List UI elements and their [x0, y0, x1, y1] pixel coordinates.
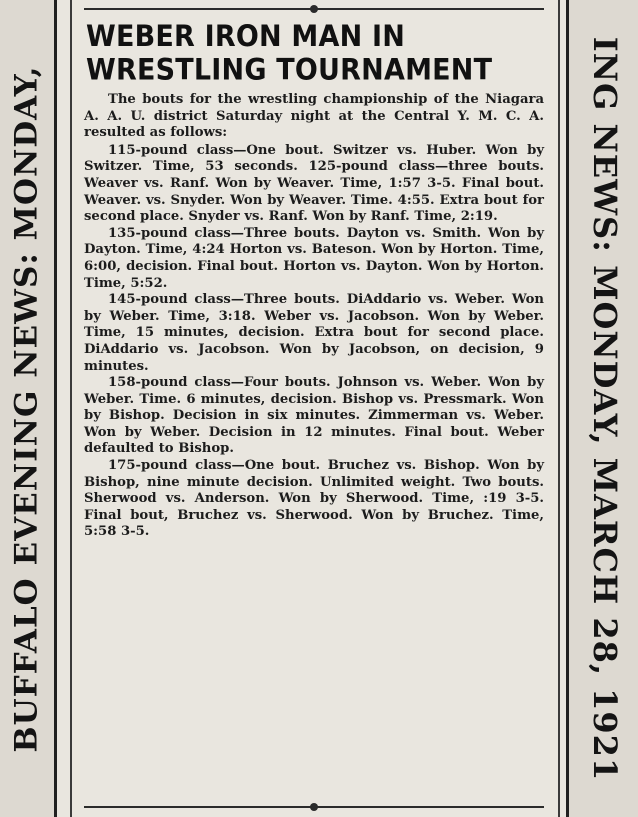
column-rule-right [558, 0, 560, 817]
right-dateline-text: ING NEWS: MONDAY, MARCH 28, 1921 [586, 36, 625, 781]
top-rule [84, 8, 544, 10]
paragraph-intro: The bouts for the wrestling championship of the Niagara A. A. U. district Saturday night at the Central Y. M. C. A. resulted as follows: [84, 92, 544, 141]
right-margin-dateline [566, 0, 638, 817]
left-margin-dateline [0, 0, 57, 817]
paragraph-115-125: 115-pound class—One bout. Switzer vs. Huber. Won by Switzer. Time, 53 seconds. 125-pound class—three bouts. Weaver vs. Ranf. Won by Weaver. Time, 1:57 3-5. Final bout. Weaver. vs. Snyder. Won by Weaver. Time. 4:55. Extra bout for second place. Snyder vs. Ranf. Won by Ranf. Time, 2:19. [84, 142, 544, 225]
news-article [76, 0, 552, 817]
article-body [84, 92, 544, 541]
paragraph-135: 135-pound class—Three bouts. Dayton vs. Smith. Won by Dayton. Time, 4:24 Horton vs. Bateson. Won by Horton. Time, 6:00, decision. Final bout. Horton vs. Dayton. Won by Horton. Time, 5:52. [84, 225, 544, 291]
bottom-rule [84, 806, 544, 808]
article-headline: WEBER IRON MAN IN WRESTLING TOURNAMENT [86, 20, 493, 87]
paragraph-175: 175-pound class—One bout. Bruchez vs. Bishop. Won by Bishop, nine minute decision. Unlimited weight. Two bouts. Sherwood vs. Anderson. Won by Sherwood. Time, :19 3-5. Final bout, Bruchez vs. Sherwood. Won by Bruchez. Time, 5:58 3-5. [84, 458, 544, 540]
column-rule-left [70, 0, 72, 817]
paragraph-158: 158-pound class—Four bouts. Johnson vs. Weber. Won by Weber. Time. 6 minutes, decision. Bishop vs. Pressmark. Won by Bishop. Decision in six minutes. Zimmerman vs. Weber. Won by Weber. Decision in 12 minutes. Final bout. Weber defaulted to Bishop. [84, 375, 544, 457]
left-dateline-text: BUFFALO EVENING NEWS: MONDAY, [9, 64, 45, 753]
paragraph-145: 145-pound class—Three bouts. DiAddario vs. Weber. Won by Weber. Time, 3:18. Weber vs. Jacobson. Won by Weber. Time, 15 minutes, decision. Extra bout for second place. DiAddario vs. Jacobson. Won by Jacobson, on decision, 9 minutes. [84, 292, 544, 374]
